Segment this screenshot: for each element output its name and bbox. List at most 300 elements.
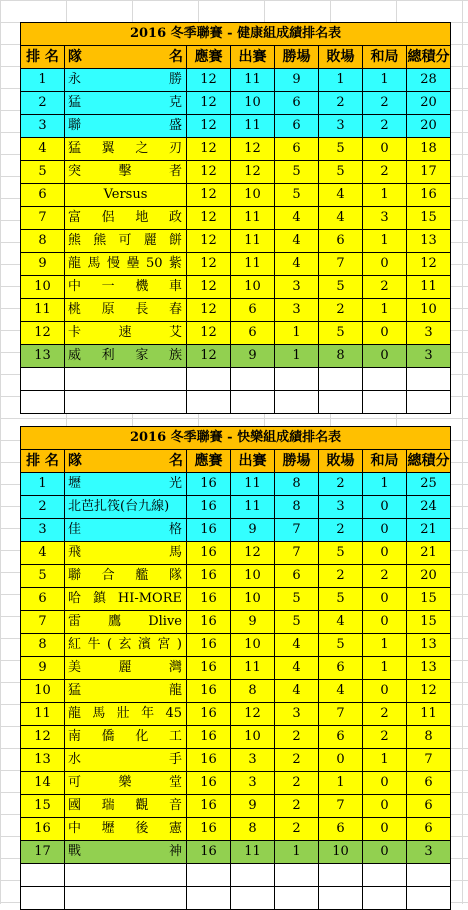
cell-team[interactable]	[65, 703, 187, 726]
empty-cell[interactable]	[21, 864, 65, 887]
empty-cell[interactable]	[187, 368, 231, 391]
cell-points[interactable]: 13	[407, 657, 451, 680]
cell-win[interactable]: 2	[275, 726, 319, 749]
empty-cell[interactable]	[275, 391, 319, 414]
cell-team[interactable]	[65, 657, 187, 680]
empty-cell[interactable]	[275, 887, 319, 910]
cell-draw[interactable]: 1	[363, 749, 407, 772]
cell-rank[interactable]: 2	[21, 496, 65, 519]
empty-cell[interactable]	[231, 887, 275, 910]
cell-attended[interactable]: 11	[231, 473, 275, 496]
cell-attended[interactable]: 11	[231, 657, 275, 680]
cell-team[interactable]	[65, 588, 187, 611]
cell-win[interactable]: 6	[275, 565, 319, 588]
cell-rank[interactable]: 15	[21, 795, 65, 818]
empty-cell[interactable]	[231, 864, 275, 887]
cell-win[interactable]: 3	[275, 276, 319, 299]
cell-team[interactable]	[65, 92, 187, 115]
cell-team[interactable]	[65, 680, 187, 703]
cell-points[interactable]: 11	[407, 276, 451, 299]
cell-attended[interactable]: 11	[231, 253, 275, 276]
empty-cell[interactable]	[187, 391, 231, 414]
cell-draw[interactable]: 1	[363, 69, 407, 92]
empty-cell[interactable]	[231, 368, 275, 391]
cell-loss[interactable]: 6	[319, 657, 363, 680]
cell-played[interactable]: 12	[187, 276, 231, 299]
cell-win[interactable]: 6	[275, 92, 319, 115]
cell-loss[interactable]: 5	[319, 161, 363, 184]
cell-points[interactable]: 25	[407, 473, 451, 496]
cell-win[interactable]: 5	[275, 588, 319, 611]
cell-team[interactable]	[65, 230, 187, 253]
empty-cell[interactable]	[407, 887, 451, 910]
header-played[interactable]: 應賽	[187, 450, 231, 473]
cell-draw[interactable]: 0	[363, 588, 407, 611]
cell-team[interactable]	[65, 726, 187, 749]
empty-cell[interactable]	[407, 368, 451, 391]
cell-draw[interactable]: 0	[363, 795, 407, 818]
header-team[interactable]	[65, 46, 187, 69]
cell-team[interactable]	[65, 772, 187, 795]
cell-attended[interactable]: 10	[231, 726, 275, 749]
cell-loss[interactable]: 6	[319, 230, 363, 253]
cell-loss[interactable]: 4	[319, 680, 363, 703]
cell-attended[interactable]: 11	[231, 207, 275, 230]
cell-draw[interactable]: 2	[363, 565, 407, 588]
cell-points[interactable]: 6	[407, 795, 451, 818]
cell-rank[interactable]: 13	[21, 345, 65, 368]
cell-draw[interactable]: 0	[363, 345, 407, 368]
cell-played[interactable]: 12	[187, 69, 231, 92]
header-loss[interactable]: 敗場	[319, 450, 363, 473]
cell-team[interactable]	[65, 473, 187, 496]
cell-points[interactable]: 15	[407, 611, 451, 634]
cell-played[interactable]: 12	[187, 253, 231, 276]
cell-points[interactable]: 3	[407, 322, 451, 345]
cell-attended[interactable]: 10	[231, 634, 275, 657]
cell-played[interactable]: 16	[187, 841, 231, 864]
cell-draw[interactable]: 2	[363, 115, 407, 138]
empty-cell[interactable]	[65, 864, 187, 887]
empty-cell[interactable]	[363, 368, 407, 391]
cell-rank[interactable]: 2	[21, 92, 65, 115]
cell-loss[interactable]: 5	[319, 542, 363, 565]
cell-rank[interactable]: 7	[21, 207, 65, 230]
cell-loss[interactable]: 5	[319, 322, 363, 345]
cell-win[interactable]: 8	[275, 496, 319, 519]
empty-cell[interactable]	[187, 864, 231, 887]
cell-loss[interactable]: 2	[319, 565, 363, 588]
cell-played[interactable]: 16	[187, 749, 231, 772]
cell-attended[interactable]: 12	[231, 138, 275, 161]
cell-played[interactable]: 16	[187, 611, 231, 634]
cell-team-text: 佳 格	[68, 522, 182, 537]
empty-cell[interactable]	[187, 887, 231, 910]
cell-played[interactable]: 16	[187, 542, 231, 565]
header-win[interactable]: 勝場	[275, 46, 319, 69]
cell-team[interactable]	[65, 115, 187, 138]
cell-attended[interactable]: 10	[231, 92, 275, 115]
empty-cell[interactable]	[363, 864, 407, 887]
cell-loss[interactable]: 5	[319, 138, 363, 161]
cell-played[interactable]: 16	[187, 703, 231, 726]
cell-win[interactable]: 2	[275, 749, 319, 772]
cell-played[interactable]: 16	[187, 795, 231, 818]
cell-attended[interactable]: 10	[231, 184, 275, 207]
cell-win[interactable]: 7	[275, 542, 319, 565]
cell-draw[interactable]: 0	[363, 519, 407, 542]
cell-draw[interactable]: 2	[363, 92, 407, 115]
cell-win[interactable]: 4	[275, 657, 319, 680]
cell-team[interactable]	[65, 207, 187, 230]
cell-points[interactable]: 15	[407, 207, 451, 230]
cell-loss[interactable]: 0	[319, 749, 363, 772]
header-loss[interactable]: 敗場	[319, 46, 363, 69]
empty-cell[interactable]	[231, 391, 275, 414]
cell-win[interactable]: 4	[275, 680, 319, 703]
cell-team[interactable]	[65, 299, 187, 322]
empty-cell[interactable]	[275, 368, 319, 391]
cell-rank[interactable]: 16	[21, 818, 65, 841]
header-team-left: 隊	[68, 49, 82, 65]
empty-cell[interactable]	[21, 391, 65, 414]
cell-team[interactable]	[65, 276, 187, 299]
cell-rank[interactable]: 11	[21, 703, 65, 726]
cell-played[interactable]: 16	[187, 565, 231, 588]
cell-draw[interactable]: 1	[363, 634, 407, 657]
empty-cell[interactable]	[65, 887, 187, 910]
cell-attended[interactable]: 11	[231, 496, 275, 519]
cell-rank[interactable]: 9	[21, 253, 65, 276]
cell-played[interactable]: 12	[187, 92, 231, 115]
cell-played[interactable]: 12	[187, 230, 231, 253]
cell-points[interactable]: 18	[407, 138, 451, 161]
cell-win[interactable]: 3	[275, 299, 319, 322]
cell-played[interactable]: 16	[187, 473, 231, 496]
cell-points[interactable]: 11	[407, 703, 451, 726]
table-title[interactable]: 2016 冬季聯賽 - 健康組成績排名表	[21, 23, 451, 46]
cell-attended[interactable]: 9	[231, 345, 275, 368]
cell-rank[interactable]: 1	[21, 473, 65, 496]
cell-attended[interactable]: 10	[231, 588, 275, 611]
cell-loss[interactable]: 5	[319, 276, 363, 299]
cell-attended[interactable]: 11	[231, 230, 275, 253]
cell-win[interactable]: 5	[275, 161, 319, 184]
cell-points[interactable]: 3	[407, 345, 451, 368]
empty-cell[interactable]	[363, 391, 407, 414]
cell-draw[interactable]: 1	[363, 473, 407, 496]
cell-rank[interactable]: 6	[21, 588, 65, 611]
cell-loss[interactable]: 2	[319, 299, 363, 322]
cell-attended[interactable]: 10	[231, 276, 275, 299]
table-row	[21, 749, 451, 772]
cell-attended[interactable]: 3	[231, 749, 275, 772]
cell-draw[interactable]: 0	[363, 818, 407, 841]
cell-team[interactable]	[65, 519, 187, 542]
cell-win[interactable]: 2	[275, 772, 319, 795]
cell-draw[interactable]: 0	[363, 772, 407, 795]
cell-team[interactable]	[65, 634, 187, 657]
cell-win[interactable]: 4	[275, 230, 319, 253]
header-attended[interactable]: 出賽	[231, 450, 275, 473]
empty-cell[interactable]	[319, 887, 363, 910]
cell-team[interactable]	[65, 749, 187, 772]
header-points[interactable]: 總積分	[407, 46, 451, 69]
cell-rank[interactable]: 17	[21, 841, 65, 864]
cell-played[interactable]: 16	[187, 680, 231, 703]
cell-points[interactable]: 10	[407, 299, 451, 322]
cell-loss[interactable]: 2	[319, 473, 363, 496]
cell-win[interactable]: 5	[275, 611, 319, 634]
cell-rank[interactable]: 12	[21, 726, 65, 749]
header-attended[interactable]: 出賽	[231, 46, 275, 69]
cell-loss[interactable]: 6	[319, 818, 363, 841]
cell-loss[interactable]: 1	[319, 69, 363, 92]
header-win[interactable]: 勝場	[275, 450, 319, 473]
header-draw[interactable]: 和局	[363, 46, 407, 69]
cell-played[interactable]: 12	[187, 161, 231, 184]
cell-win[interactable]: 4	[275, 634, 319, 657]
cell-played[interactable]: 16	[187, 634, 231, 657]
cell-team[interactable]	[65, 818, 187, 841]
cell-points[interactable]: 13	[407, 230, 451, 253]
cell-played[interactable]: 16	[187, 818, 231, 841]
cell-team[interactable]	[65, 138, 187, 161]
cell-draw[interactable]: 0	[363, 611, 407, 634]
cell-team[interactable]: Versus	[65, 184, 187, 207]
cell-draw[interactable]: 2	[363, 726, 407, 749]
cell-rank[interactable]: 4	[21, 138, 65, 161]
cell-draw[interactable]: 1	[363, 230, 407, 253]
cell-draw[interactable]: 2	[363, 161, 407, 184]
table-title[interactable]: 2016 冬季聯賽 - 快樂組成績排名表	[21, 427, 451, 450]
cell-rank[interactable]: 12	[21, 322, 65, 345]
cell-draw[interactable]: 0	[363, 253, 407, 276]
cell-draw[interactable]: 0	[363, 542, 407, 565]
cell-team[interactable]	[65, 322, 187, 345]
empty-cell[interactable]	[407, 391, 451, 414]
cell-played[interactable]: 12	[187, 207, 231, 230]
cell-points[interactable]: 12	[407, 253, 451, 276]
cell-loss[interactable]: 4	[319, 611, 363, 634]
cell-points[interactable]: 20	[407, 92, 451, 115]
header-draw[interactable]: 和局	[363, 450, 407, 473]
cell-attended[interactable]: 12	[231, 703, 275, 726]
empty-cell[interactable]	[21, 368, 65, 391]
cell-attended[interactable]: 6	[231, 322, 275, 345]
header-rank[interactable]: 排 名	[21, 46, 65, 69]
cell-team[interactable]	[65, 161, 187, 184]
cell-win[interactable]: 3	[275, 703, 319, 726]
cell-points[interactable]: 7	[407, 749, 451, 772]
cell-win[interactable]: 1	[275, 345, 319, 368]
cell-played[interactable]: 16	[187, 772, 231, 795]
cell-rank[interactable]: 14	[21, 772, 65, 795]
cell-attended[interactable]: 12	[231, 542, 275, 565]
cell-points[interactable]: 13	[407, 634, 451, 657]
cell-played[interactable]: 12	[187, 115, 231, 138]
cell-attended[interactable]: 11	[231, 69, 275, 92]
cell-rank[interactable]: 8	[21, 634, 65, 657]
cell-loss[interactable]: 2	[319, 519, 363, 542]
cell-rank[interactable]: 6	[21, 184, 65, 207]
cell-draw[interactable]: 1	[363, 184, 407, 207]
cell-draw[interactable]: 1	[363, 657, 407, 680]
empty-cell[interactable]	[21, 887, 65, 910]
cell-points[interactable]: 20	[407, 115, 451, 138]
cell-team-text: 龍 馬 慢 壘 50 紫	[68, 256, 182, 271]
cell-attended[interactable]: 11	[231, 841, 275, 864]
cell-win[interactable]: 6	[275, 115, 319, 138]
cell-win[interactable]: 4	[275, 207, 319, 230]
empty-cell[interactable]	[363, 887, 407, 910]
cell-attended[interactable]: 3	[231, 772, 275, 795]
empty-cell[interactable]	[65, 368, 187, 391]
cell-played[interactable]: 16	[187, 588, 231, 611]
cell-points[interactable]: 6	[407, 772, 451, 795]
cell-played[interactable]: 12	[187, 138, 231, 161]
cell-played[interactable]: 16	[187, 657, 231, 680]
cell-loss[interactable]: 7	[319, 253, 363, 276]
cell-team[interactable]	[65, 345, 187, 368]
cell-rank[interactable]: 5	[21, 565, 65, 588]
empty-cell[interactable]	[319, 391, 363, 414]
cell-rank[interactable]: 13	[21, 749, 65, 772]
cell-rank[interactable]: 8	[21, 230, 65, 253]
cell-loss[interactable]: 3	[319, 115, 363, 138]
cell-draw[interactable]: 3	[363, 207, 407, 230]
cell-team[interactable]	[65, 611, 187, 634]
cell-loss[interactable]: 4	[319, 184, 363, 207]
header-rank[interactable]: 排 名	[21, 450, 65, 473]
cell-win[interactable]: 2	[275, 818, 319, 841]
cell-draw[interactable]: 1	[363, 299, 407, 322]
cell-rank[interactable]: 3	[21, 115, 65, 138]
cell-rank[interactable]: 4	[21, 542, 65, 565]
cell-rank[interactable]: 7	[21, 611, 65, 634]
cell-loss[interactable]: 7	[319, 795, 363, 818]
cell-team[interactable]: 北芭扎筏(台九線)	[65, 496, 187, 519]
cell-draw[interactable]: 0	[363, 496, 407, 519]
cell-attended[interactable]: 9	[231, 611, 275, 634]
cell-rank[interactable]: 3	[21, 519, 65, 542]
empty-cell[interactable]	[319, 864, 363, 887]
cell-points[interactable]: 3	[407, 841, 451, 864]
cell-win[interactable]: 4	[275, 253, 319, 276]
cell-played[interactable]: 16	[187, 519, 231, 542]
empty-cell[interactable]	[407, 864, 451, 887]
cell-draw[interactable]: 0	[363, 138, 407, 161]
cell-team-text: 壢 光	[68, 476, 182, 491]
cell-played[interactable]: 16	[187, 496, 231, 519]
cell-loss[interactable]: 1	[319, 772, 363, 795]
header-played[interactable]: 應賽	[187, 46, 231, 69]
cell-played[interactable]: 12	[187, 322, 231, 345]
cell-attended[interactable]: 10	[231, 565, 275, 588]
cell-points[interactable]: 12	[407, 680, 451, 703]
cell-attended[interactable]: 12	[231, 161, 275, 184]
cell-win[interactable]: 1	[275, 322, 319, 345]
cell-loss[interactable]: 2	[319, 92, 363, 115]
cell-draw[interactable]: 2	[363, 703, 407, 726]
cell-loss[interactable]: 8	[319, 345, 363, 368]
cell-points[interactable]: 16	[407, 184, 451, 207]
cell-win[interactable]: 9	[275, 69, 319, 92]
cell-loss[interactable]: 10	[319, 841, 363, 864]
empty-cell[interactable]	[319, 368, 363, 391]
table-row	[21, 115, 451, 138]
cell-rank[interactable]: 5	[21, 161, 65, 184]
cell-rank[interactable]: 10	[21, 276, 65, 299]
cell-draw[interactable]: 0	[363, 322, 407, 345]
cell-attended[interactable]: 11	[231, 115, 275, 138]
cell-loss[interactable]: 6	[319, 726, 363, 749]
cell-draw[interactable]: 0	[363, 680, 407, 703]
cell-points[interactable]: 20	[407, 565, 451, 588]
empty-cell[interactable]	[275, 864, 319, 887]
cell-rank[interactable]: 11	[21, 299, 65, 322]
cell-win[interactable]: 1	[275, 841, 319, 864]
cell-loss[interactable]: 3	[319, 496, 363, 519]
cell-attended[interactable]: 6	[231, 299, 275, 322]
cell-loss[interactable]: 5	[319, 588, 363, 611]
cell-win[interactable]: 7	[275, 519, 319, 542]
cell-rank[interactable]: 10	[21, 680, 65, 703]
cell-points[interactable]: 8	[407, 726, 451, 749]
cell-team-text: 紅 牛 ( 玄 濱 宮 )	[68, 637, 182, 652]
cell-team[interactable]	[65, 841, 187, 864]
cell-points[interactable]: 24	[407, 496, 451, 519]
cell-loss[interactable]: 4	[319, 207, 363, 230]
cell-win[interactable]: 6	[275, 138, 319, 161]
cell-points[interactable]: 15	[407, 588, 451, 611]
cell-win[interactable]: 2	[275, 795, 319, 818]
cell-attended[interactable]: 8	[231, 680, 275, 703]
cell-team[interactable]	[65, 795, 187, 818]
cell-team-text: 哈 鎮 HI-MORE	[68, 591, 182, 606]
cell-rank[interactable]: 9	[21, 657, 65, 680]
cell-team[interactable]	[65, 542, 187, 565]
empty-cell[interactable]	[65, 391, 187, 414]
cell-draw[interactable]: 0	[363, 841, 407, 864]
cell-attended[interactable]: 8	[231, 818, 275, 841]
cell-played[interactable]: 12	[187, 184, 231, 207]
cell-points[interactable]: 21	[407, 542, 451, 565]
cell-team[interactable]	[65, 69, 187, 92]
cell-loss[interactable]: 7	[319, 703, 363, 726]
cell-points[interactable]: 6	[407, 818, 451, 841]
cell-win[interactable]: 8	[275, 473, 319, 496]
cell-attended[interactable]: 9	[231, 519, 275, 542]
cell-played[interactable]: 12	[187, 345, 231, 368]
cell-draw[interactable]: 2	[363, 276, 407, 299]
header-team[interactable]	[65, 450, 187, 473]
cell-points[interactable]: 21	[407, 519, 451, 542]
header-points[interactable]: 總積分	[407, 450, 451, 473]
table-row	[21, 299, 451, 322]
cell-team-text: 永 勝	[68, 72, 182, 87]
cell-loss[interactable]: 5	[319, 634, 363, 657]
cell-team[interactable]	[65, 565, 187, 588]
cell-played[interactable]: 12	[187, 299, 231, 322]
cell-team[interactable]	[65, 253, 187, 276]
cell-attended[interactable]: 9	[231, 795, 275, 818]
cell-points[interactable]: 28	[407, 69, 451, 92]
cell-win[interactable]: 5	[275, 184, 319, 207]
cell-points[interactable]: 17	[407, 161, 451, 184]
cell-rank[interactable]: 1	[21, 69, 65, 92]
cell-played[interactable]: 16	[187, 726, 231, 749]
